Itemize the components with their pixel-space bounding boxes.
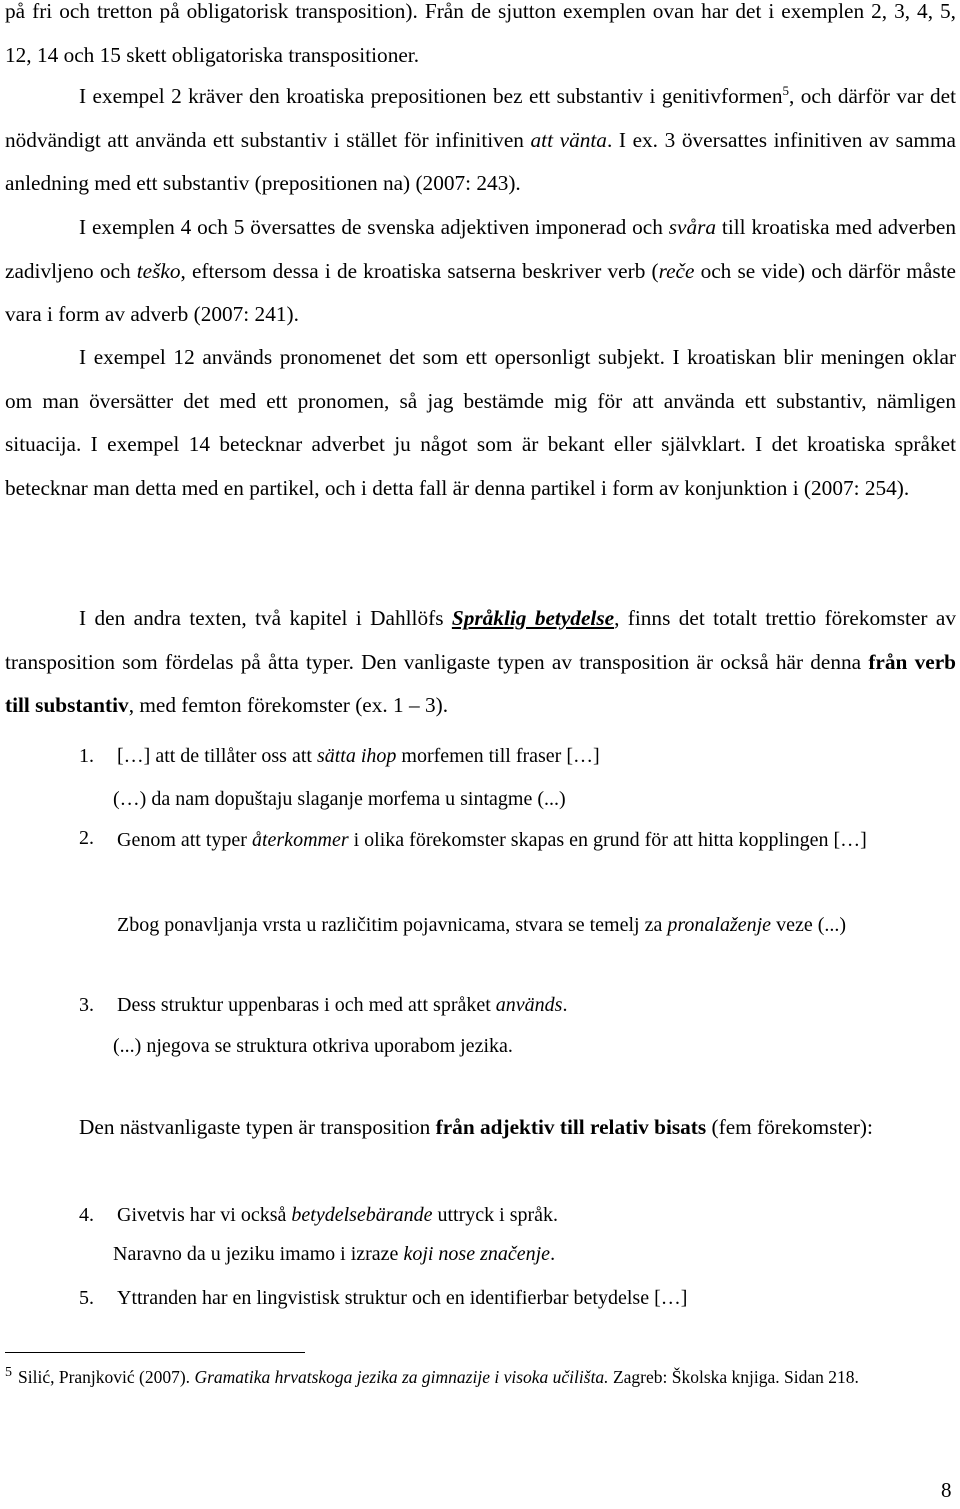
example-2-text: Genom att typer återkommer i olika förekomster skapas en grund för att hitta kopplingen […]: [117, 829, 867, 851]
footnote: $^5$ Silić, Pranjković (2007). Gramatika hrvatskoga jezika za gimnazije i visoka učilišta. Zagreb: Školska knjiga. Sidan 218.: [5, 1365, 859, 1387]
footnote-reference[interactable]: 5: [782, 82, 789, 98]
example-2-translation: Zbog ponavljanja vrsta u različitim pojavnicama, stvara se temelj za pronalaženje veze (...): [117, 914, 847, 936]
paragraph-example-2-3: I exempel 2 kräver den kroatiska prepositionen bez ett substantiv i genitivformen$^5$, och därför var det nödvändigt att använda ett substantiv i stället för infinitiven att vänta. I ex. 3 översattes infinitiven av samma anledning med ett substantiv (prepositionen na) (2007: 243).: [5, 82, 956, 195]
paragraph-continuation: på fri och tretton på obligatorisk transposition). Från de sjutton exemplen ovan har det i exemplen 2, 3, 4, 5, 12, 14 och 15 skett obligatoriska transpositioner.: [5, 0, 956, 67]
paragraph-second-text: I den andra texten, två kapitel i Dahllöfs Språklig betydelse, finns det totalt trettio förekomster av transposition som fördelas på åtta typer. Den vanligaste typen av transposition är också här denna från verb till substantiv, med femton förekomster (ex. 1 – 3).: [5, 606, 956, 717]
paragraph-adjective-type: Den nästvanligaste typen är transposition från adjektiv till relativ bisats (fem förekomster):: [79, 1115, 873, 1139]
footnote-separator: [5, 1352, 305, 1353]
paragraph-example-12-14: I exempel 12 används pronomenet det som ett opersonligt subjekt. I kroatiskan blir meningen oklar om man översätter det med ett pronomen, så jag bestämde mig för att använda ett substantiv, nämligen situacija. I exempel 14 betecknar adverbet ju något som är bekant eller självklart. I det kroatiska språket betecknar man detta med en partikel, och i detta fall är denna partikel i form av konjunktion i (2007: 254).: [5, 345, 956, 500]
book-title: Språklig betydelse: [451, 606, 615, 630]
paragraph-example-4-5: I exemplen 4 och 5 översattes de svenska adjektiven imponerad och svåra till kroatiska med adverben zadivljeno och teško, eftersom dessa i de kroatiska satserna beskriver verb (reče och se vide) och därför måste vara i form av adverb (2007: 241).: [5, 215, 956, 326]
page-number: 8: [941, 1478, 952, 1502]
